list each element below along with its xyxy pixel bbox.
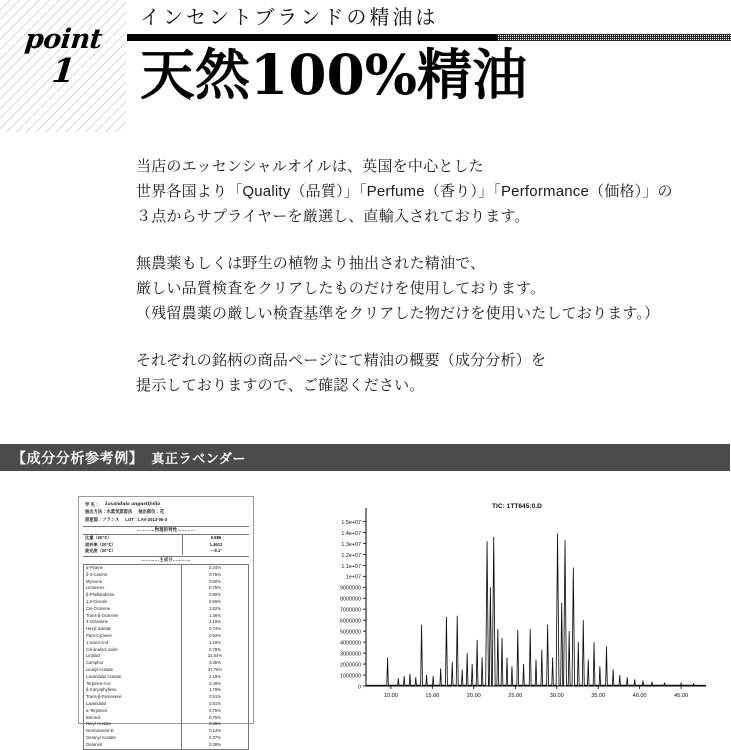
physical-row: [83, 548, 249, 555]
component-row-value: 2.18%: [182, 674, 249, 681]
report-meta-label: 学 名：: [85, 502, 100, 507]
report-physical-table: [83, 535, 249, 555]
body-copy: [136, 154, 696, 398]
report-meta-row: [85, 516, 247, 523]
body-line: （残留農薬の厳しい検査基準をクリアした物だけを使用いたしております。）: [136, 305, 660, 322]
svg-text:1.2e+07: 1.2e+07: [341, 552, 361, 559]
component-row-name: Cis-linalool oxide: [86, 646, 118, 652]
component-row: [84, 572, 248, 579]
component-row-value: 0.75%: [182, 585, 249, 592]
component-row-value: 37.75%: [182, 667, 249, 674]
section-banner: [0, 444, 730, 471]
component-row-name: Cis-Ocimene: [86, 605, 111, 611]
component-row: [84, 585, 248, 592]
body-paragraph: [136, 154, 696, 229]
component-row-value: 0.25%: [182, 721, 249, 728]
component-row-name: α-Terpineol: [86, 707, 107, 713]
component-row-value: 0.50%: [182, 579, 249, 586]
header-rule-solid: [127, 34, 497, 41]
component-row: [84, 681, 248, 688]
component-row-name: β-Caryophyllene: [86, 687, 117, 693]
component-row-value: 0.35%: [182, 660, 249, 667]
chromatogram-plot: [300, 490, 714, 722]
component-row: [84, 599, 248, 606]
component-row: [84, 687, 248, 694]
component-row-name: Limonene: [86, 585, 105, 591]
component-row-name: Lavandulol: [86, 700, 107, 706]
component-row-name: Camphor: [86, 660, 104, 666]
body-line: 厳しい品質検査をクリアしたものだけを使用しております。: [136, 280, 546, 297]
svg-text:TIC: 1TT645:0.D: TIC: 1TT645:0.D: [492, 503, 542, 510]
svg-text:20.00: 20.00: [466, 693, 481, 699]
report-meta-row: [85, 501, 247, 508]
analysis-area: [0, 480, 730, 747]
svg-text:1.4e+07: 1.4e+07: [341, 530, 361, 537]
component-row-name: Neryl Acetate: [86, 721, 111, 727]
point-badge-word: point: [22, 23, 104, 55]
component-row-value: 0.78%: [182, 647, 249, 654]
component-row: [84, 619, 248, 626]
component-row-name: Borneol: [86, 714, 101, 720]
component-row-value: 1.46%: [182, 613, 249, 620]
component-row-name: Germacrene-D: [86, 728, 114, 734]
body-line: 提示しておりますので、ご確認ください。: [136, 377, 425, 394]
component-row: [84, 694, 248, 701]
body-line: それぞれの銘柄の商品ページにて精油の概要（成分分析）を: [136, 352, 547, 369]
svg-text:1.3e+07: 1.3e+07: [341, 541, 361, 548]
component-row-value: 31.04%: [182, 653, 249, 660]
component-row-name: Geraniol: [86, 741, 102, 747]
svg-text:4000000: 4000000: [340, 640, 361, 647]
report-physical-heading: …………物理的特性…………: [83, 526, 249, 535]
svg-text:25.00: 25.00: [508, 693, 523, 699]
component-row-value: 0.51%: [182, 694, 249, 701]
component-row: [84, 626, 248, 633]
svg-text:1.5e+07: 1.5e+07: [341, 519, 361, 526]
component-row: [84, 647, 248, 654]
svg-text:40.00: 40.00: [632, 693, 647, 699]
svg-text:6000000: 6000000: [340, 618, 361, 625]
header-kicker: インセントブランドの精油は: [140, 5, 439, 29]
report-components-table: [84, 565, 248, 749]
component-row-name: 1,8-Cineole: [86, 599, 108, 605]
component-row: [84, 613, 248, 620]
component-row-name: Trans-β-Farnesene: [86, 694, 122, 700]
svg-text:1.1e+07: 1.1e+07: [341, 563, 361, 570]
component-row-value: 0.90%: [182, 592, 249, 599]
body-paragraph: [136, 251, 696, 326]
component-row-name: δ-3-Carene: [86, 571, 108, 577]
component-row-name: α-Pinene: [86, 565, 103, 571]
svg-text:1e+07: 1e+07: [345, 574, 361, 581]
svg-text:1000000: 1000000: [340, 673, 361, 680]
component-row-value: 0.74%: [182, 626, 249, 633]
component-row-value: 0.81%: [182, 701, 249, 708]
component-row-value: 0.14%: [182, 728, 249, 735]
component-row-name: β-Phellandrene: [86, 592, 115, 598]
component-row: [84, 667, 248, 674]
point-badge-number: 1: [49, 50, 77, 90]
component-row: [84, 674, 248, 681]
svg-text:7000000: 7000000: [340, 607, 361, 614]
component-row: [84, 715, 248, 722]
physical-row-value: －9.1°: [183, 548, 250, 555]
component-row-value: 1.78%: [182, 687, 249, 694]
component-row-value: 0.66%: [182, 599, 249, 606]
component-row-value: 0.34%: [182, 565, 249, 572]
body-line: 無農薬もしくは野生の植物より抽出された精油で、: [136, 255, 486, 272]
component-row-value: 2.19%: [182, 619, 249, 626]
section-banner-label: 【成分分析参考例】: [12, 449, 144, 466]
component-row: [84, 708, 248, 715]
component-row-name: Para-Cymene: [86, 633, 112, 638]
report-meta-row: [85, 508, 247, 515]
header-block: [0, 0, 730, 132]
component-row-name: Terpinen-4-ol: [86, 680, 111, 686]
chromatogram: [300, 490, 714, 722]
component-row: [84, 742, 248, 749]
component-row-value: 2.62%: [182, 606, 249, 613]
body-paragraph: [136, 348, 696, 398]
section-banner-sample-name: 真正ラベンダー: [151, 451, 247, 466]
component-row: [84, 640, 248, 647]
report-meta: [83, 500, 249, 525]
component-row: [84, 606, 248, 613]
svg-text:8000000: 8000000: [340, 596, 361, 603]
component-row-value: 0.75%: [182, 572, 249, 579]
report-components-box: [83, 565, 249, 750]
component-row-value: 0.37%: [182, 735, 249, 742]
svg-text:0: 0: [358, 684, 361, 691]
svg-text:9000000: 9000000: [340, 585, 361, 592]
report-components-heading: …………主成分…………: [83, 556, 249, 565]
component-row-value: 0.75%: [182, 715, 249, 722]
svg-text:2000000: 2000000: [340, 662, 361, 669]
report-meta-label: 抽出方法：水蒸気蒸留法: [85, 509, 133, 515]
svg-text:30.00: 30.00: [549, 693, 564, 699]
body-line: 世界各国より「Quality（品質）」「Perfume（香り）」「Performance（価格）」の: [136, 183, 673, 200]
header-rule-gradient: [497, 34, 731, 41]
component-row: [84, 653, 248, 660]
component-row: [84, 592, 248, 599]
component-row-value: 0.52%: [182, 633, 249, 640]
body-line: ３点からサプライヤーを厳選し、直輸入されております。: [136, 208, 530, 225]
component-row-value: 1.16%: [182, 640, 249, 647]
component-row-name: Linalyl Acetate: [86, 666, 114, 672]
component-row-name: Linalool: [86, 653, 101, 659]
physical-row-name: 比重（20℃）: [85, 534, 112, 540]
physical-row-value: 1.4612: [183, 542, 250, 549]
physical-row-value: 0.886: [183, 535, 250, 542]
physical-row-name: 屈折率（20℃）: [85, 541, 116, 547]
component-row-name: 3-Octanone: [86, 619, 108, 625]
point-badge: [0, 0, 126, 132]
component-row: [84, 721, 248, 728]
analysis-report-sheet: [78, 496, 254, 747]
component-row-name: Geranyl Acetate: [86, 734, 116, 740]
svg-text:45.00: 45.00: [674, 693, 689, 699]
component-row: [84, 701, 248, 708]
component-row-value: 0.28%: [182, 742, 249, 749]
component-row: [84, 579, 248, 586]
svg-text:10.00: 10.00: [383, 693, 398, 699]
report-meta-value: Lavandula angustifolia: [105, 502, 161, 507]
component-row: [84, 660, 248, 667]
svg-text:15.00: 15.00: [425, 693, 440, 699]
component-row: [84, 565, 248, 572]
component-row: [84, 735, 248, 742]
svg-text:35.00: 35.00: [591, 693, 606, 699]
report-meta-value: LOT：LAV-2013-06-3: [125, 516, 168, 522]
component-row-name: Hexyl acetate: [86, 626, 112, 632]
physical-row: [83, 535, 249, 542]
header-rule: [127, 34, 731, 41]
header-text-area: [126, 0, 730, 132]
page-title: 天然100%精油: [140, 42, 528, 107]
component-row: [84, 633, 248, 640]
body-line: 当店のエッセンシャルオイルは、英国を中心とした: [136, 158, 484, 175]
svg-text:3000000: 3000000: [340, 651, 361, 658]
component-row-value: 0.75%: [182, 708, 249, 715]
component-row-value: 2.40%: [182, 681, 249, 688]
physical-row-name: 旋光度（20℃）: [85, 548, 116, 554]
component-row-name: Lavandulyl Acetate: [86, 673, 122, 679]
component-row-name: Myrcene: [86, 578, 103, 584]
component-row: [84, 728, 248, 735]
component-row-name: Trans-β-Ocimene: [86, 612, 119, 618]
component-row-name: 1-octen-3-ol: [86, 639, 109, 645]
report-meta-label: 原産国：フランス: [85, 516, 120, 522]
svg-text:5000000: 5000000: [340, 629, 361, 636]
report-meta-value: 抽出部位：花: [138, 509, 165, 515]
